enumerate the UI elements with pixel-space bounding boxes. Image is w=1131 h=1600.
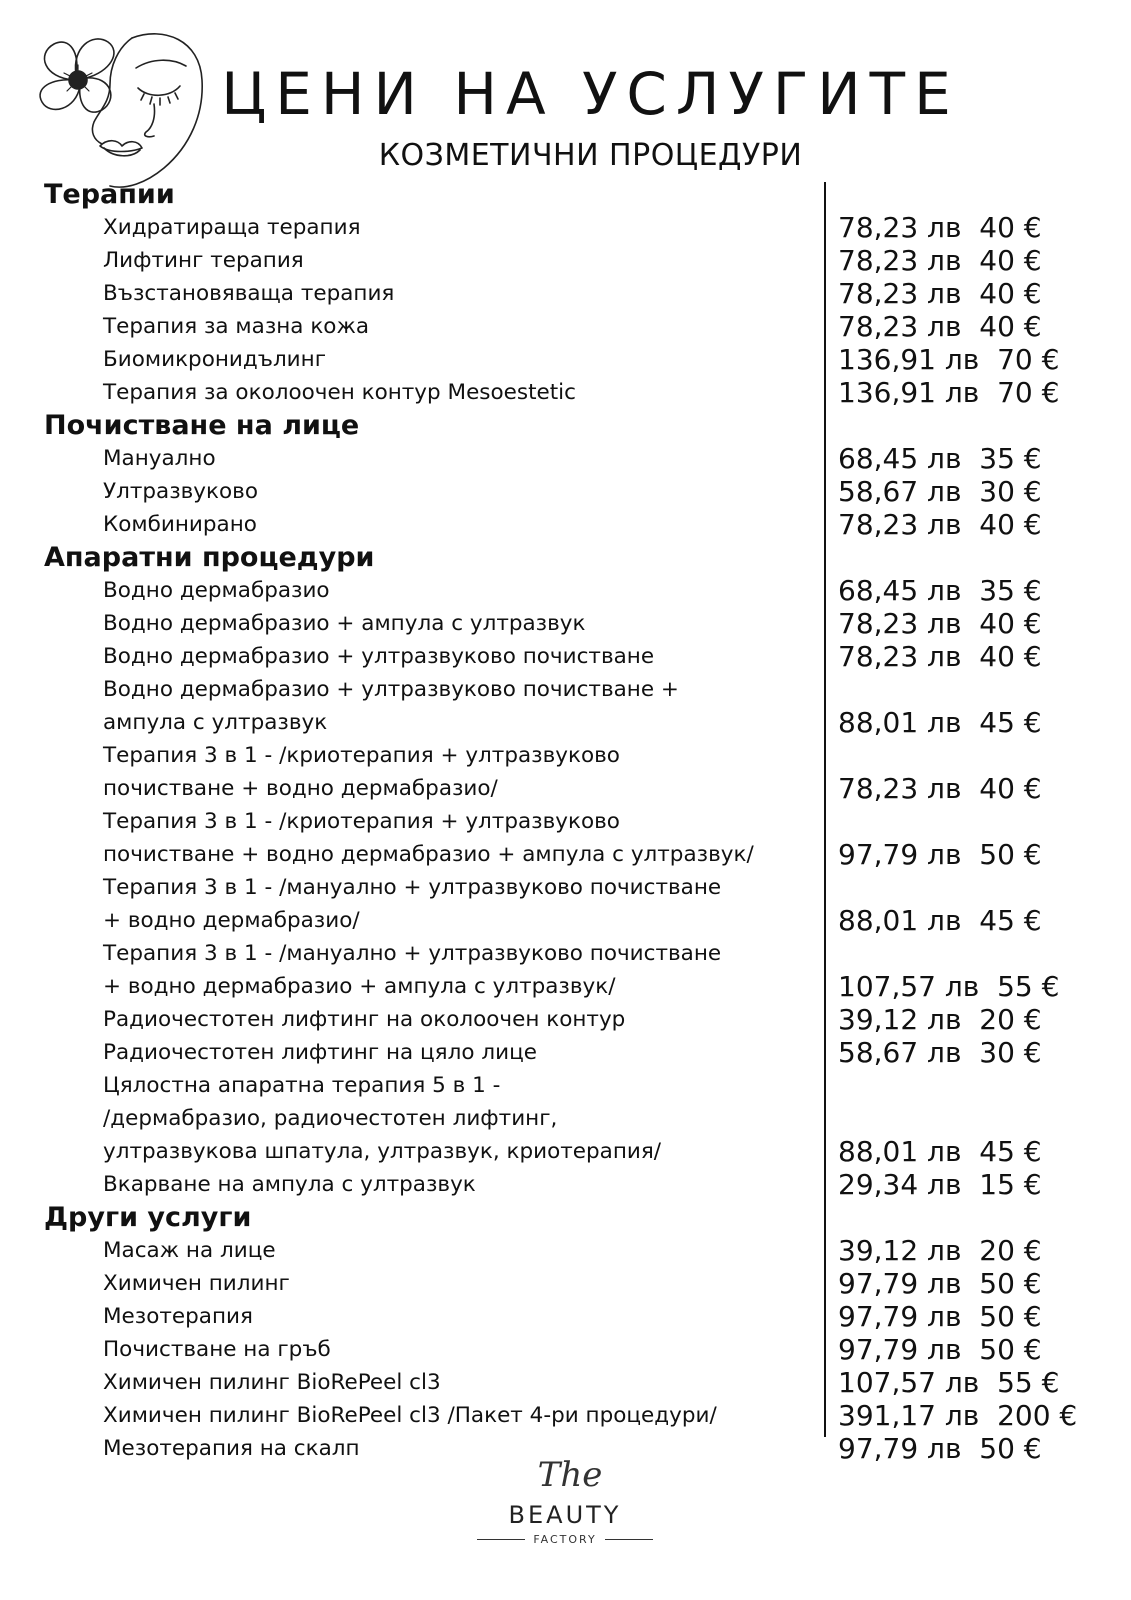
service-price: 88,01 лв 45 €: [838, 706, 1042, 739]
service-name: [0, 1300, 823, 1333]
service-name: [0, 937, 823, 1003]
price-row: [0, 376, 1131, 409]
price-row: [0, 574, 1131, 607]
service-price: 97,79 лв 50 €: [838, 838, 1042, 871]
service-price: 78,23 лв 40 €: [838, 772, 1042, 805]
price-row: [0, 475, 1131, 508]
service-name-line: Химичен пилинг BioRePeel cl3 /Пакет 4-ри процедури/: [103, 1403, 717, 1428]
service-name: [0, 343, 823, 376]
service-price: 39,12 лв 20 €: [838, 1234, 1042, 1267]
service-name-line: Водно дермабразио + ултразвуково почистване +: [103, 677, 679, 702]
service-name-line: Цялостна апаратна терапия 5 в 1 -: [103, 1073, 501, 1098]
brand-tagline-row: [465, 1533, 665, 1546]
service-name: [0, 1399, 823, 1432]
page-title: ЦЕНИ НА УСЛУГИТЕ: [221, 60, 960, 128]
price-row: [0, 1267, 1131, 1300]
service-name: [0, 805, 823, 871]
service-name: [0, 1366, 823, 1399]
price-row: [0, 673, 1131, 739]
price-row: [0, 277, 1131, 310]
service-name: [0, 673, 823, 739]
price-row: [0, 508, 1131, 541]
service-name: [0, 1267, 823, 1300]
service-name-line: Терапия 3 в 1 - /мануално + ултразвуково почистване: [103, 875, 722, 900]
service-price: 136,91 лв 70 €: [838, 376, 1060, 409]
price-row: [0, 1003, 1131, 1036]
service-price: 78,23 лв 40 €: [838, 211, 1042, 244]
service-name: [0, 871, 823, 937]
service-price: 107,57 лв 55 €: [838, 1366, 1060, 1399]
service-name: [0, 211, 823, 244]
service-price: 88,01 лв 45 €: [838, 1135, 1042, 1168]
brand-logo: [465, 1455, 665, 1595]
service-name-line: /дермабразио, радиочестотен лифтинг,: [103, 1106, 558, 1131]
service-name-line: почистване + водно дермабразио/: [103, 776, 498, 801]
service-price: 68,45 лв 35 €: [838, 574, 1042, 607]
price-row: [0, 1069, 1131, 1168]
service-name-line: Терапия 3 в 1 - /криотерапия + ултразвуково: [103, 743, 620, 768]
brand-name: BEAUTY: [508, 1501, 622, 1529]
service-name-line: почистване + водно дермабразио + ампула с ултразвук/: [103, 842, 754, 867]
service-price: 58,67 лв 30 €: [838, 1036, 1042, 1069]
service-price: 78,23 лв 40 €: [838, 310, 1042, 343]
service-name: [0, 244, 823, 277]
brand-tagline-line-right: [605, 1539, 653, 1540]
service-price: 107,57 лв 55 €: [838, 970, 1060, 1003]
service-price: 97,79 лв 50 €: [838, 1432, 1042, 1465]
price-row: [0, 343, 1131, 376]
service-name-line: Ултразвуково: [103, 479, 258, 504]
service-name-line: Радиочестотен лифтинг на околоочен контур: [103, 1007, 626, 1032]
brand-script-text: The: [537, 1455, 603, 1495]
service-name: [0, 1003, 823, 1036]
price-row: [0, 607, 1131, 640]
price-row: [0, 739, 1131, 805]
service-price: 88,01 лв 45 €: [838, 904, 1042, 937]
service-name: [0, 1069, 823, 1168]
service-name-line: Водно дермабразио + ултразвуково почистване: [103, 644, 655, 669]
price-row: [0, 1366, 1131, 1399]
service-name-line: + водно дермабразио/: [103, 908, 360, 933]
service-price: 97,79 лв 50 €: [838, 1267, 1042, 1300]
price-row: [0, 1234, 1131, 1267]
service-name: [0, 310, 823, 343]
service-name-line: Мезотерапия на скалп: [103, 1436, 360, 1461]
price-row: [0, 871, 1131, 937]
service-name-line: Вкарване на ампула с ултразвук: [103, 1172, 476, 1197]
price-row: [0, 1333, 1131, 1366]
service-name-line: Хидратираща терапия: [103, 215, 361, 240]
service-name-line: Мезотерапия: [103, 1304, 253, 1329]
service-name: [0, 442, 823, 475]
service-name-line: Терапия 3 в 1 - /мануално + ултразвуково почистване: [103, 941, 722, 966]
service-price: 136,91 лв 70 €: [838, 343, 1060, 376]
service-price: 58,67 лв 30 €: [838, 475, 1042, 508]
service-name: [0, 640, 823, 673]
service-name-line: Комбинирано: [103, 512, 257, 537]
section-heading: Апаратни процедури: [44, 542, 375, 573]
service-price: 78,23 лв 40 €: [838, 607, 1042, 640]
service-price: 68,45 лв 35 €: [838, 442, 1042, 475]
price-row: [0, 1168, 1131, 1201]
service-name-line: Химичен пилинг BioRePeel cl3: [103, 1370, 441, 1395]
service-name-line: + водно дермабразио + ампула с ултразвук/: [103, 974, 616, 999]
service-name: [0, 508, 823, 541]
service-name-line: Лифтинг терапия: [103, 248, 304, 273]
service-name: [0, 475, 823, 508]
service-name: [0, 376, 823, 409]
service-price: 97,79 лв 50 €: [838, 1300, 1042, 1333]
service-name: [0, 1333, 823, 1366]
service-price: 78,23 лв 40 €: [838, 277, 1042, 310]
section-heading: Други услуги: [44, 1202, 252, 1233]
service-name: [0, 277, 823, 310]
price-row: [0, 640, 1131, 673]
service-name-line: Мануално: [103, 446, 216, 471]
service-name-line: Почистване на гръб: [103, 1337, 331, 1362]
brand-tagline-line-left: [477, 1539, 525, 1540]
service-name: [0, 1432, 823, 1465]
service-name-line: Водно дермабразио + ампула с ултразвук: [103, 611, 586, 636]
service-name: [0, 574, 823, 607]
service-name-line: ултразвукова шпатула, ултразвук, криотерапия/: [103, 1139, 662, 1164]
service-name-line: Водно дермабразио: [103, 578, 330, 603]
service-name: [0, 1168, 823, 1201]
service-price: 29,34 лв 15 €: [838, 1168, 1042, 1201]
service-name-line: Терапия за околоочен контур Mesoestetic: [103, 380, 576, 405]
price-row: [0, 1300, 1131, 1333]
service-name-line: Масаж на лице: [103, 1238, 276, 1263]
service-price: 78,23 лв 40 €: [838, 640, 1042, 673]
brand-tagline: FACTORY: [533, 1533, 597, 1546]
service-name: [0, 1036, 823, 1069]
service-name-line: Терапия за мазна кожа: [103, 314, 369, 339]
price-row: [0, 310, 1131, 343]
service-name-line: Химичен пилинг: [103, 1271, 290, 1296]
price-row: [0, 805, 1131, 871]
service-name-line: Възстановяваща терапия: [103, 281, 395, 306]
service-name-line: Радиочестотен лифтинг на цяло лице: [103, 1040, 537, 1065]
section-heading: Почистване на лице: [44, 410, 360, 441]
price-row: [0, 442, 1131, 475]
service-name-line: ампула с ултразвук: [103, 710, 328, 735]
service-name: [0, 739, 823, 805]
service-name: [0, 607, 823, 640]
service-name-line: Терапия 3 в 1 - /криотерапия + ултразвуково: [103, 809, 620, 834]
price-row: [0, 1399, 1131, 1432]
price-row: [0, 211, 1131, 244]
service-price: 97,79 лв 50 €: [838, 1333, 1042, 1366]
service-name: [0, 1234, 823, 1267]
service-name-line: Биомикронидълинг: [103, 347, 327, 372]
service-price: 78,23 лв 40 €: [838, 244, 1042, 277]
service-price: 39,12 лв 20 €: [838, 1003, 1042, 1036]
price-row: [0, 1036, 1131, 1069]
service-price: 391,17 лв 200 €: [838, 1399, 1078, 1432]
price-row: [0, 244, 1131, 277]
price-list: [0, 178, 1131, 1465]
price-row: [0, 937, 1131, 1003]
page-subtitle: КОЗМЕТИЧНИ ПРОЦЕДУРИ: [378, 138, 803, 173]
section-heading: Терапии: [44, 179, 175, 210]
service-price: 78,23 лв 40 €: [838, 508, 1042, 541]
